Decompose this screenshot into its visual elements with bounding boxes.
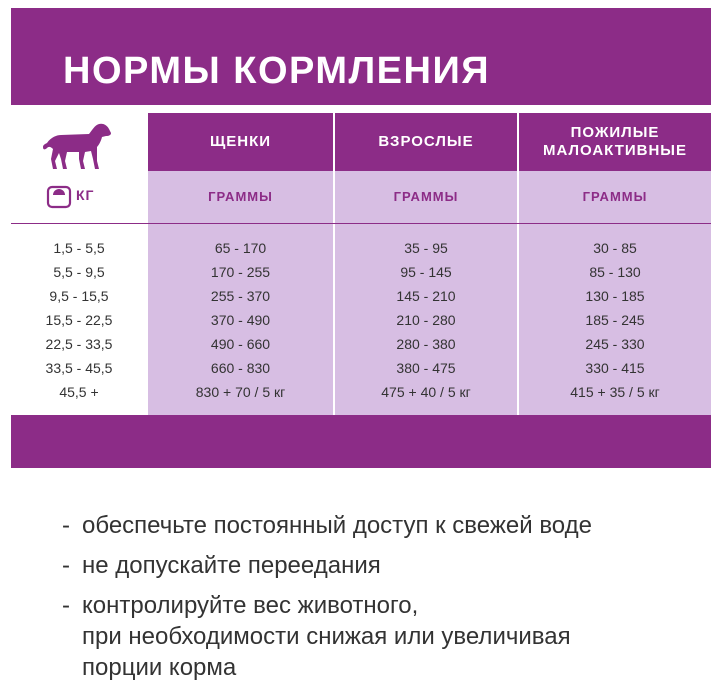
note-text: обеспечьте постоянный доступ к свежей воде [82,512,592,539]
puppies-cell: 255 - 370 [210,288,271,304]
puppies-header [148,113,333,171]
seniors-header [519,113,711,171]
weight-cell: 9,5 - 15,5 [49,288,109,304]
puppies-unit-label: ГРАММЫ [208,188,273,204]
note-dash: - [62,592,70,619]
note-text-continued: при необходимости снижая или увеличивая [82,623,571,650]
seniors-unit-label: ГРАММЫ [582,188,648,204]
table-row [11,356,711,380]
puppies-cell: 660 - 830 [210,360,271,376]
weight-cell: 45,5 + [59,384,99,400]
note-item [62,510,702,541]
table-row [11,308,711,332]
weight-scale-icon [46,183,72,209]
table-row [11,380,711,404]
seniors-header-label-line2: МАЛОАКТИВНЫЕ [543,142,687,159]
adults-cell: 210 - 280 [396,312,456,328]
note-text-continued: порции корма [82,654,237,681]
adults-cell: 280 - 380 [396,336,456,352]
adults-cell: 380 - 475 [396,360,456,376]
seniors-header-label-line1: ПОЖИЛЫЕ [570,124,660,141]
puppies-cell: 830 + 70 / 5 кг [195,384,286,400]
note-item [62,550,702,581]
weight-cell: 15,5 - 22,5 [45,312,113,328]
weight-cell: 1,5 - 5,5 [53,240,105,256]
note-text: контролируйте вес животного, [82,592,419,619]
adults-cell: 475 + 40 / 5 кг [381,384,471,400]
puppies-cell: 370 - 490 [210,312,271,328]
puppies-cell: 170 - 255 [210,264,271,280]
table-row [11,332,711,356]
table-footer-band [11,415,711,468]
seniors-cell: 245 - 330 [585,336,645,352]
seniors-cell: 85 - 130 [589,264,641,280]
note-item [62,590,702,683]
dog-silhouette-icon [41,121,113,175]
weight-unit-label: КГ [76,187,95,203]
puppies-cell: 65 - 170 [214,240,267,256]
seniors-cell: 130 - 185 [585,288,645,304]
note-text: не допускайте переедания [82,552,381,579]
table-row [11,236,711,260]
table-row [11,260,711,284]
adults-header [335,113,517,171]
table-row [11,284,711,308]
seniors-cell: 330 - 415 [585,360,645,376]
weight-cell: 22,5 - 33,5 [45,336,113,352]
adults-cell: 95 - 145 [400,264,452,280]
seniors-cell: 185 - 245 [585,312,645,328]
adults-cell: 145 - 210 [396,288,456,304]
title-band [11,8,711,105]
page-title: НОРМЫ КОРМЛЕНИЯ [63,50,491,92]
weight-cell: 33,5 - 45,5 [45,360,113,376]
adults-cell: 35 - 95 [404,240,448,256]
feeding-notes [62,510,702,690]
header-divider [11,223,711,224]
adults-header-label: ВЗРОСЛЫЕ [378,133,474,150]
puppies-header-label: ЩЕНКИ [209,133,272,150]
weight-cell: 5,5 - 9,5 [53,264,105,280]
note-dash: - [62,552,70,579]
note-dash: - [62,512,70,539]
feeding-table [11,105,711,468]
adults-unit-label: ГРАММЫ [393,188,459,204]
seniors-cell: 415 + 35 / 5 кг [570,384,660,400]
puppies-cell: 490 - 660 [210,336,271,352]
seniors-cell: 30 - 85 [593,240,637,256]
